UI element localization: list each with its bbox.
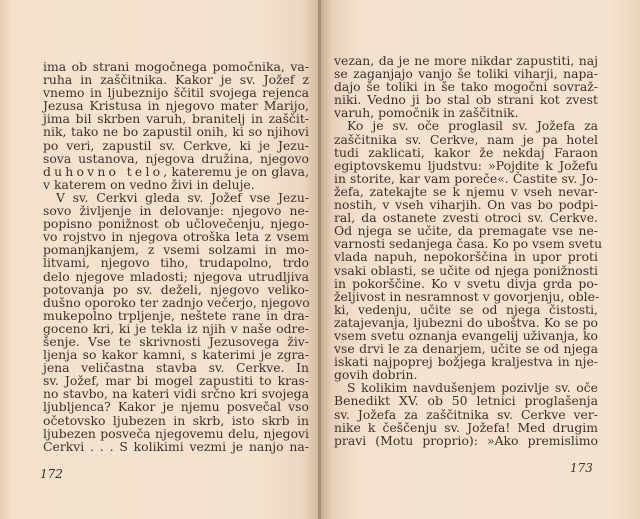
text-line: ljubljenca? Kakor je njemu posvečal vso	[43, 399, 309, 415]
page-number-left: 172	[40, 467, 63, 481]
text-line: Jezusa Kristusa in njegovo mater Marijo,	[43, 98, 309, 114]
text-line: vsaki oblasti, se učite od njega ponižnosti	[334, 262, 598, 278]
page-number-right: 173	[570, 461, 593, 475]
right-page	[320, 0, 640, 519]
text-line: mukepolno trpljenje, neštete rane in dra-	[43, 307, 309, 323]
text-line: ljubezen posveča njegovemu delu, njegovi	[43, 425, 309, 441]
text-line	[43, 165, 309, 178]
text-line: sv. Jožefa za zaščitnika sv. Cerkve ver-	[334, 406, 598, 422]
text-line: egiptovskemu ljudstvu: »Pojdite k Jožefu	[334, 157, 598, 173]
text-line: pravi (Motu proprio): »Ako premislimo	[334, 432, 598, 448]
book-gutter	[318, 0, 321, 519]
text-line: goceno kri, ki je tekla iz njih v naše odre-	[43, 320, 309, 336]
text-line: vezan, da je ne more nikdar zapustiti, naj	[334, 53, 598, 68]
text-line: pomanjkanjem, z vsemi solzami in mo-	[43, 242, 309, 258]
text-line: vsem svetu oznanja evangelij uživanja, ko	[334, 327, 598, 343]
text-line: Od njega se učite, da premagate vse ne-	[334, 223, 598, 239]
text-line: V sv. Cerkvi gleda sv. Jožef vse Jezu-	[56, 189, 309, 205]
text-line: nostih, v vseh viharjih. On vas bo podpi-	[334, 197, 598, 213]
text-line: varuh, pomočnik in zaščitnik.	[334, 105, 519, 121]
text-line: dajo še toliki in še tako mogočni sovraž-	[334, 79, 598, 95]
text-line: žefa, zatekajte se k njemu v vseh nevar-	[334, 183, 598, 199]
text-line: nike k češčenju sv. Jožefa! Med drugim	[334, 419, 598, 435]
text-line: popisno ponižnost ob učlovečenju, njego-	[43, 216, 309, 232]
text-line: litvami, njegovo tiho, trudapolno, trdo	[43, 255, 309, 271]
text-line: govih dobrin.	[334, 367, 418, 383]
text-line: ruha in zaščitnika. Kakor je sv. Jožef z	[43, 72, 309, 88]
text-line: zaščitnika sv. Cerkve, nam je pa hotel	[334, 131, 598, 147]
text-line: ral, da ostanete zvesti otroci sv. Cerkve.	[334, 210, 598, 226]
left-page-text	[43, 60, 309, 453]
text-line: in storite, kar vam poreče«. Častite sv. Jo-	[334, 170, 598, 186]
text-line: v katerem on vedno živi in deluje.	[43, 176, 255, 192]
text-line: se zaganjajo vanjo še toliki viharji, napa-	[334, 66, 598, 82]
text-line: sovo življenje in delovanje: njegovo ne-	[43, 203, 309, 219]
text-line: nik, tako ne bo zapustil onih, ki so njihovi	[43, 124, 309, 140]
text-line: sv. Jožef, mar bi mogel zapustiti to kras-	[43, 373, 309, 389]
text-line: vse drvi le za denarjem, učite se od njega	[334, 341, 598, 357]
text-line: Ko je sv. oče proglasil sv. Jožefa za	[347, 118, 598, 134]
text-line: vo rojstvo in njegova otroška leta z vsem	[43, 229, 309, 245]
text-line: vlada napuh, nepokorščina in upor proti	[334, 249, 598, 265]
line-text: , kateremu je on glava,	[163, 163, 310, 179]
text-line: očetovsko ljubezen in skrb, isto skrb in	[43, 412, 309, 428]
text-line: po veri, zapustil sv. Cerkve, ki je Jezu-	[43, 137, 309, 153]
text-line: dušno oporoko ter zadnjo večerjo, njegovo	[43, 294, 310, 310]
text-line: ki, vedenju, učite se od njega čistosti,	[334, 301, 598, 317]
text-line: vnemo in ljubeznijo ščitil svojega rejenca	[43, 85, 309, 101]
text-line: varnosti sedanjega časa. Ko po vsem svetu	[334, 236, 603, 252]
text-line: potovanja po sv. deželi, njegovo veliko-	[43, 281, 309, 297]
text-line: šenje. Vse te skrivnosti Jezusovega živ-	[43, 333, 309, 349]
text-line: jena veličastna stavba sv. Cerkve. In	[43, 360, 309, 376]
right-page-text	[334, 53, 603, 448]
text-line: ima ob strani mogočnega pomočnika, va-	[43, 59, 309, 74]
text-line: jima bil skrben varuh, branitelj in zaščit-	[43, 111, 309, 127]
text-line: niki. Vedno ji bo stal ob strani kot zvest	[334, 92, 598, 108]
text-line: in pokorščine. Ko v svetu divja grda po-	[334, 275, 598, 291]
text-line: no stavbo, na kateri vidi srčno kri svojega	[43, 386, 309, 402]
text-line: zatajevanja, ljubezni do uboštva. Ko se po	[334, 314, 598, 330]
text-line: sova ustanova, njegova družina, njegovo	[43, 150, 309, 166]
text-line: delo njegove mladosti; njegova utrudljiva	[43, 268, 309, 284]
text-line: Benedikt XV. ob 50 letnici proglašenja	[334, 393, 598, 409]
text-line: ljenja so kakor kamni, s katerimi je zgra-	[43, 347, 309, 363]
text-line: željivost in nesramnost v govorjenju, oble-	[334, 288, 600, 304]
text-line: iskati najpoprej božjega kraljestva in nje-	[334, 354, 598, 370]
emphasized-text: duhovno telo	[43, 163, 164, 179]
text-line: tudi zaklicati, kakor že nekdaj Faraon	[334, 144, 598, 160]
text-line: Cerkvi . . . S kolikimi vezmi je nanjo na-	[43, 438, 309, 454]
text-line: S kolikim navdušenjem pozivlje sv. oče	[347, 380, 598, 396]
